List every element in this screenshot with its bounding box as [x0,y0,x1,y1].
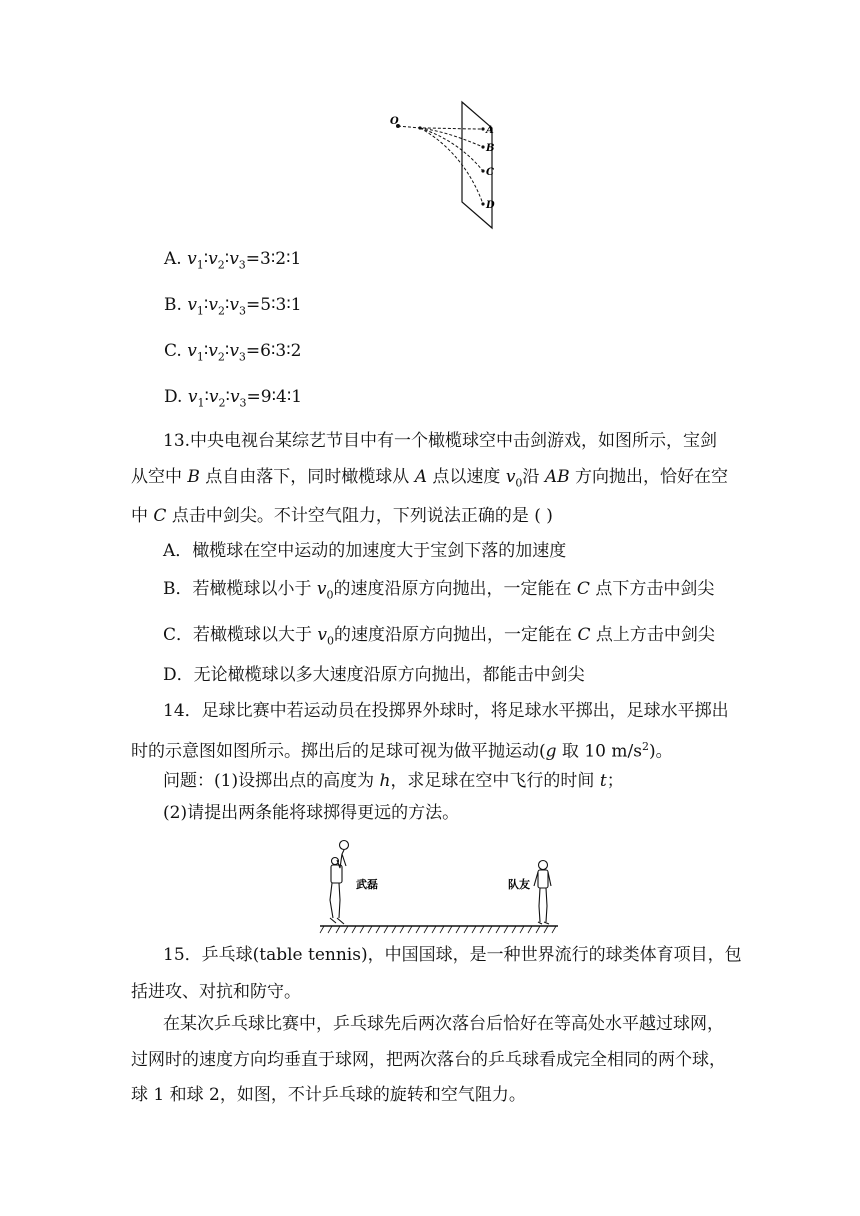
q12-option-a: A. $v_1∶v_2∶v_3=3∶2∶1$ [164,249,302,272]
throw-in-figure [318,838,564,936]
label-a: A [486,125,494,136]
label-d: D [486,200,495,211]
q14-stem-line3: 问题：(1)设掷出点的高度为 h，求足球在空中飞行的时间 t； [163,771,624,791]
label-c: C [486,167,494,178]
q15-stem-line3: 在某次乒乓球比赛中，乒乓球先后两次落台后恰好在等高处水平越过球网， [163,1014,724,1034]
q14-stem-line1: 14．足球比赛中若运动员在投掷界外球时，将足球水平掷出，足球水平掷出 [163,701,729,721]
q12-option-d: D. $v_1∶v_2∶v_3=9∶4∶1$ [164,387,303,410]
q13-option-b: B．若橄榄球以小于 $v_0$的速度沿原方向抛出，一定能在 C 点下方击中剑尖 [163,579,715,602]
label-o: O [390,116,399,127]
q13-stem-line3: 中 C 点击中剑尖。不计空气阻力，下列说法正确的是 ( ) [131,506,553,526]
q13-stem-line2: 从空中 B 点自由落下，同时橄榄球从 A 点以速度 $v_0$沿 AB 方向抛出，恰好在空 [131,467,729,490]
q14-stem-line4: (2)请提出两条能将球掷得更远的方法。 [163,803,460,823]
teammate-figure [534,861,551,925]
label-teammate: 队友 [508,878,530,891]
q13-option-a: A．橄榄球在空中运动的加速度大于宝剑下落的加速度 [163,541,567,561]
projectile-wall-figure [380,98,520,234]
label-wulei: 武磊 [356,878,378,891]
label-b: B [486,143,495,154]
q12-option-b: B. $v_1∶v_2∶v_3=5∶3∶1$ [164,295,302,318]
q14-stem-line2: 时的示意图如图所示。掷出后的足球可视为做平抛运动(g 取 10 $m/s^2$)。 [131,740,673,762]
q15-stem-line4: 过网时的速度方向均垂直于球网，把两次落台的乒乓球看成完全相同的两个球， [131,1050,726,1070]
q13-option-c: C．若橄榄球以大于 $v_0$的速度沿原方向抛出，一定能在 C 点上方击中剑尖 [163,625,715,648]
q15-stem-line1: 15．乒乓球(table tennis)，中国国球，是一种世界流行的球类体育项目，包 [163,945,742,965]
q15-stem-line5: 球 1 和球 2，如图，不计乒乓球的旋转和空气阻力。 [131,1085,526,1105]
q13-option-d: D．无论橄榄球以多大速度沿原方向抛出，都能击中剑尖 [163,665,585,685]
q13-stem-line1: 13.中央电视台某综艺节目中有一个橄榄球空中击剑游戏，如图所示，宝剑 [163,431,718,451]
thrower-figure [330,841,349,925]
q12-option-c: C. $v_1∶v_2∶v_3=6∶3∶2$ [164,341,302,364]
q15-stem-line2: 括进攻、对抗和防守。 [131,982,301,1002]
